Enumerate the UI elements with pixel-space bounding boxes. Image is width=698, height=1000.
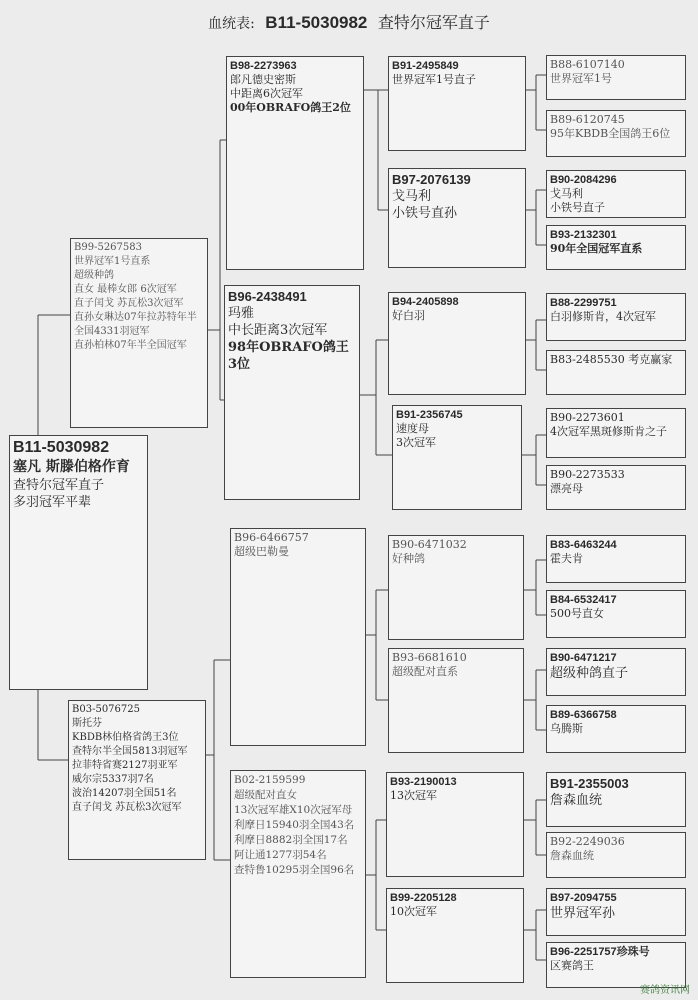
dam-line: KBDB林伯格省鸽王3位: [72, 732, 179, 743]
gggp-box: [546, 170, 686, 218]
grandparent-box: [224, 285, 360, 500]
info-line: 00年OBRAFO鸽王2位: [230, 101, 351, 114]
sire-line: 直孙柏林07年半全国冠军: [74, 340, 187, 351]
info-line: 4次冠军黑斑修斯肯之子: [550, 425, 667, 438]
info-line: 90年全国冠军直系: [550, 242, 643, 255]
info-line: 速度母: [396, 422, 429, 435]
ring-number: B88-6107140: [550, 58, 625, 71]
dam-line: 波治14207羽全国51名: [72, 788, 177, 799]
info-line: 詹森血统: [550, 849, 594, 862]
info-line: 好白羽: [392, 309, 425, 322]
subject-box: [9, 435, 148, 690]
ring-number: B02-2159599: [234, 774, 306, 786]
info-line: 詹森血统: [550, 793, 603, 808]
ring-number: B93-2132301: [550, 229, 617, 241]
ring-number: B91-2355003: [550, 776, 629, 791]
sire-line: 直子闰戈 苏瓦松3次冠军: [74, 298, 184, 309]
ring-number: B96-2251757珍珠号: [550, 946, 650, 958]
sire-box: [70, 238, 208, 428]
sire-ring: B99-5267583: [74, 242, 142, 253]
info-line: 超级配对直系: [392, 665, 458, 678]
great-grandparent-box: [386, 888, 524, 983]
gggp-box: [546, 590, 686, 638]
gggp-box: [546, 55, 686, 100]
gggp-box: [546, 408, 686, 458]
gggp-box: [546, 648, 686, 696]
sire-line: 世界冠军1号直系: [74, 256, 151, 267]
gggp-box: [546, 225, 686, 270]
dam-line: 直子闰戈 苏瓦松3次冠军: [72, 802, 182, 813]
sire-line: 超级种鸽: [74, 270, 114, 281]
info-line: 玛雅: [228, 306, 255, 321]
gggp-box: [546, 293, 686, 341]
info-line: 超级种鸽直子: [550, 666, 629, 681]
info-line: 利摩日15940羽全国43名: [234, 819, 355, 831]
ring-number: B90-6471032: [392, 538, 467, 551]
info-line: 戈马利: [392, 189, 432, 204]
info-line: 白羽修斯肯，4次冠军: [550, 310, 656, 323]
ring-number: B90-2273601: [550, 411, 625, 424]
ring-number: B90-6471217: [550, 652, 617, 664]
dam-line: 拉菲特省赛2127羽亚军: [72, 760, 178, 771]
info-line: 中距离6次冠军: [230, 87, 303, 100]
dam-line: 威尔宗5337羽7名: [72, 774, 154, 785]
great-grandparent-box: [386, 772, 524, 877]
ring-number: B91-2356745: [396, 409, 463, 421]
info-line: 考克赢家: [628, 353, 673, 366]
title-prefix: 血统表:: [208, 16, 255, 32]
ring-number: B98-2273963: [230, 60, 297, 72]
watermark: 赛鸽资讯网: [640, 985, 690, 996]
great-grandparent-box: [392, 405, 522, 510]
info-line: 世界冠军1号: [550, 72, 612, 85]
ring-number: B90-2273533: [550, 468, 625, 481]
ring-number: B93-2190013: [390, 776, 457, 788]
info-line: 小铁号直孙: [392, 206, 458, 221]
info-line: 漂亮母: [550, 482, 583, 495]
info-line: 95年KBDB全国鸽王6位: [550, 127, 671, 140]
sire-line: 直孙女琳达07年拉苏特年半全国4331羽冠军: [74, 312, 197, 337]
info-line: 98年OBRAFO鸽王3位: [228, 340, 349, 372]
subject-line: 多羽冠军平辈: [13, 495, 92, 510]
title-name: 查特尔冠军直子: [377, 13, 490, 32]
ring-number: B99-2205128: [390, 892, 457, 904]
gggp-box: [546, 465, 686, 510]
ring-number: B84-6532417: [550, 594, 617, 606]
gggp-box: [546, 110, 686, 157]
info-line: 郎凡德史密斯: [230, 73, 296, 86]
gggp-box: [546, 832, 686, 878]
info-line: 好种鸽: [392, 552, 425, 565]
ring-number: B96-2438491: [228, 289, 307, 304]
title-ring: B11-5030982: [265, 13, 368, 32]
info-line: 乌腾斯: [550, 722, 583, 735]
grandparent-box: [226, 56, 364, 270]
info-line: 13次冠军: [390, 789, 437, 802]
great-grandparent-box: [388, 56, 526, 151]
info-line: 3次冠军: [396, 436, 436, 449]
info-line: 利摩日8882羽全国17名: [234, 834, 348, 846]
dam-line: 查特尔半全国5813羽冠军: [72, 746, 188, 757]
ring-number: B89-6120745: [550, 113, 625, 126]
info-line: 世界冠军孙: [550, 906, 616, 921]
dam-ring: B03-5076725: [72, 704, 140, 715]
gggp-box: [546, 350, 686, 395]
info-line: 小铁号直子: [550, 201, 605, 214]
great-grandparent-box: [388, 292, 526, 395]
subject-line: 查特尔冠军直子: [13, 478, 105, 493]
ring-number: B96-6466757: [234, 531, 309, 544]
ring-number: B89-6366758: [550, 709, 617, 721]
ring-number: B91-2495849: [392, 60, 459, 72]
info-line: 中长距离3次冠军: [228, 323, 328, 338]
gggp-box: [546, 535, 686, 583]
ring-number: B94-2405898: [392, 296, 459, 308]
ring-number: B83-2485530: [550, 353, 625, 366]
sire-line: 直女 最棒女郎 6次冠军: [74, 284, 177, 295]
info-line: 超级配对直女: [234, 789, 297, 801]
great-grandparent-box: [388, 648, 524, 753]
info-line: 阿让通1277羽54名: [234, 849, 327, 861]
dam-line: 斯托芬: [72, 718, 102, 729]
ring-number: B83-6463244: [550, 539, 617, 551]
info-line: 戈马利: [550, 187, 583, 200]
info-line: 500号直女: [550, 607, 604, 620]
ring-number: B97-2094755: [550, 892, 617, 904]
info-line: 查特鲁10295羽全国96名: [234, 864, 355, 876]
ring-number: B93-6681610: [392, 651, 467, 664]
great-grandparent-box: [388, 535, 524, 640]
ring-number: B97-2076139: [392, 172, 471, 187]
gggp-box: [546, 705, 686, 753]
ring-number: B90-2084296: [550, 174, 617, 186]
gggp-box: [546, 888, 686, 936]
subject-ring: B11-5030982: [13, 439, 110, 456]
grandparent-box: [230, 528, 366, 746]
info-line: 超级巴勒曼: [234, 545, 289, 558]
info-line: 10次冠军: [390, 905, 437, 918]
info-line: 世界冠军1号直子: [392, 73, 476, 86]
ring-number: B88-2299751: [550, 297, 617, 309]
grandparent-box: [230, 770, 366, 978]
great-grandparent-box: [388, 168, 526, 268]
ring-number: B92-2249036: [550, 835, 625, 848]
info-line: 区赛鸽王: [550, 959, 594, 972]
subject-line: 塞凡 斯滕伯格作育: [13, 459, 130, 475]
info-line: 霍夫肯: [550, 552, 583, 565]
dam-box: [68, 700, 206, 860]
info-line: 13次冠军雄X10次冠军母: [234, 804, 353, 816]
gggp-box: [546, 772, 686, 827]
